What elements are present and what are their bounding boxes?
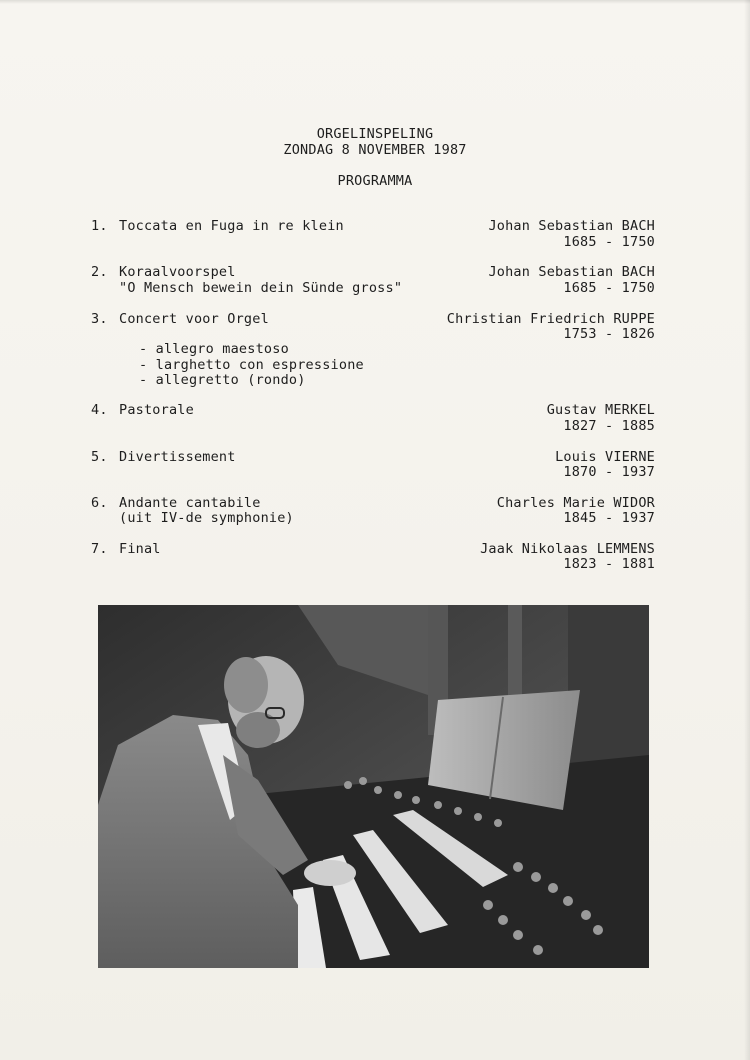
composer-name: Gustav MERKEL <box>546 402 655 418</box>
composer-years: 1685 - 1750 <box>563 280 655 296</box>
concert-date: ZONDAG 8 NOVEMBER 1987 <box>283 142 467 158</box>
composer-years: 1753 - 1826 <box>563 326 655 342</box>
item-number: 1. <box>91 218 108 234</box>
organist-photo <box>98 605 649 968</box>
item-number: 4. <box>91 402 108 418</box>
movement: - allegretto (rondo) <box>139 372 306 388</box>
composer-years: 1870 - 1937 <box>563 464 655 480</box>
program-heading: PROGRAMMA <box>337 173 413 189</box>
piece-title: Divertissement <box>119 449 236 465</box>
composer-name: Johan Sebastian BACH <box>488 264 655 280</box>
piece-title: Toccata en Fuga in re klein <box>119 218 344 234</box>
movement: - larghetto con espressione <box>139 357 364 373</box>
piece-title: Concert voor Orgel <box>119 311 269 327</box>
item-number: 5. <box>91 449 108 465</box>
piece-subtitle: (uit IV-de symphonie) <box>119 510 294 526</box>
item-number: 6. <box>91 495 108 511</box>
paper-edge-top <box>0 0 750 4</box>
paper-edge-right <box>744 0 750 1060</box>
piece-title: Andante cantabile <box>119 495 261 511</box>
piece-subtitle: "O Mensch bewein dein Sünde gross" <box>119 280 403 296</box>
movement: - allegro maestoso <box>139 341 289 357</box>
item-number: 7. <box>91 541 108 557</box>
composer-name: Christian Friedrich RUPPE <box>446 311 655 327</box>
composer-years: 1685 - 1750 <box>563 234 655 250</box>
composer-name: Louis VIERNE <box>555 449 655 465</box>
composer-name: Johan Sebastian BACH <box>488 218 655 234</box>
composer-name: Charles Marie WIDOR <box>496 495 655 511</box>
composer-years: 1845 - 1937 <box>563 510 655 526</box>
item-number: 2. <box>91 264 108 280</box>
piece-title: Pastorale <box>119 402 194 418</box>
item-number: 3. <box>91 311 108 327</box>
composer-name: Jaak Nikolaas LEMMENS <box>480 541 655 557</box>
composer-years: 1827 - 1885 <box>563 418 655 434</box>
composer-years: 1823 - 1881 <box>563 556 655 572</box>
piece-title: Koraalvoorspel <box>119 264 236 280</box>
concert-title: ORGELINSPELING <box>316 126 434 142</box>
piece-title: Final <box>119 541 161 557</box>
